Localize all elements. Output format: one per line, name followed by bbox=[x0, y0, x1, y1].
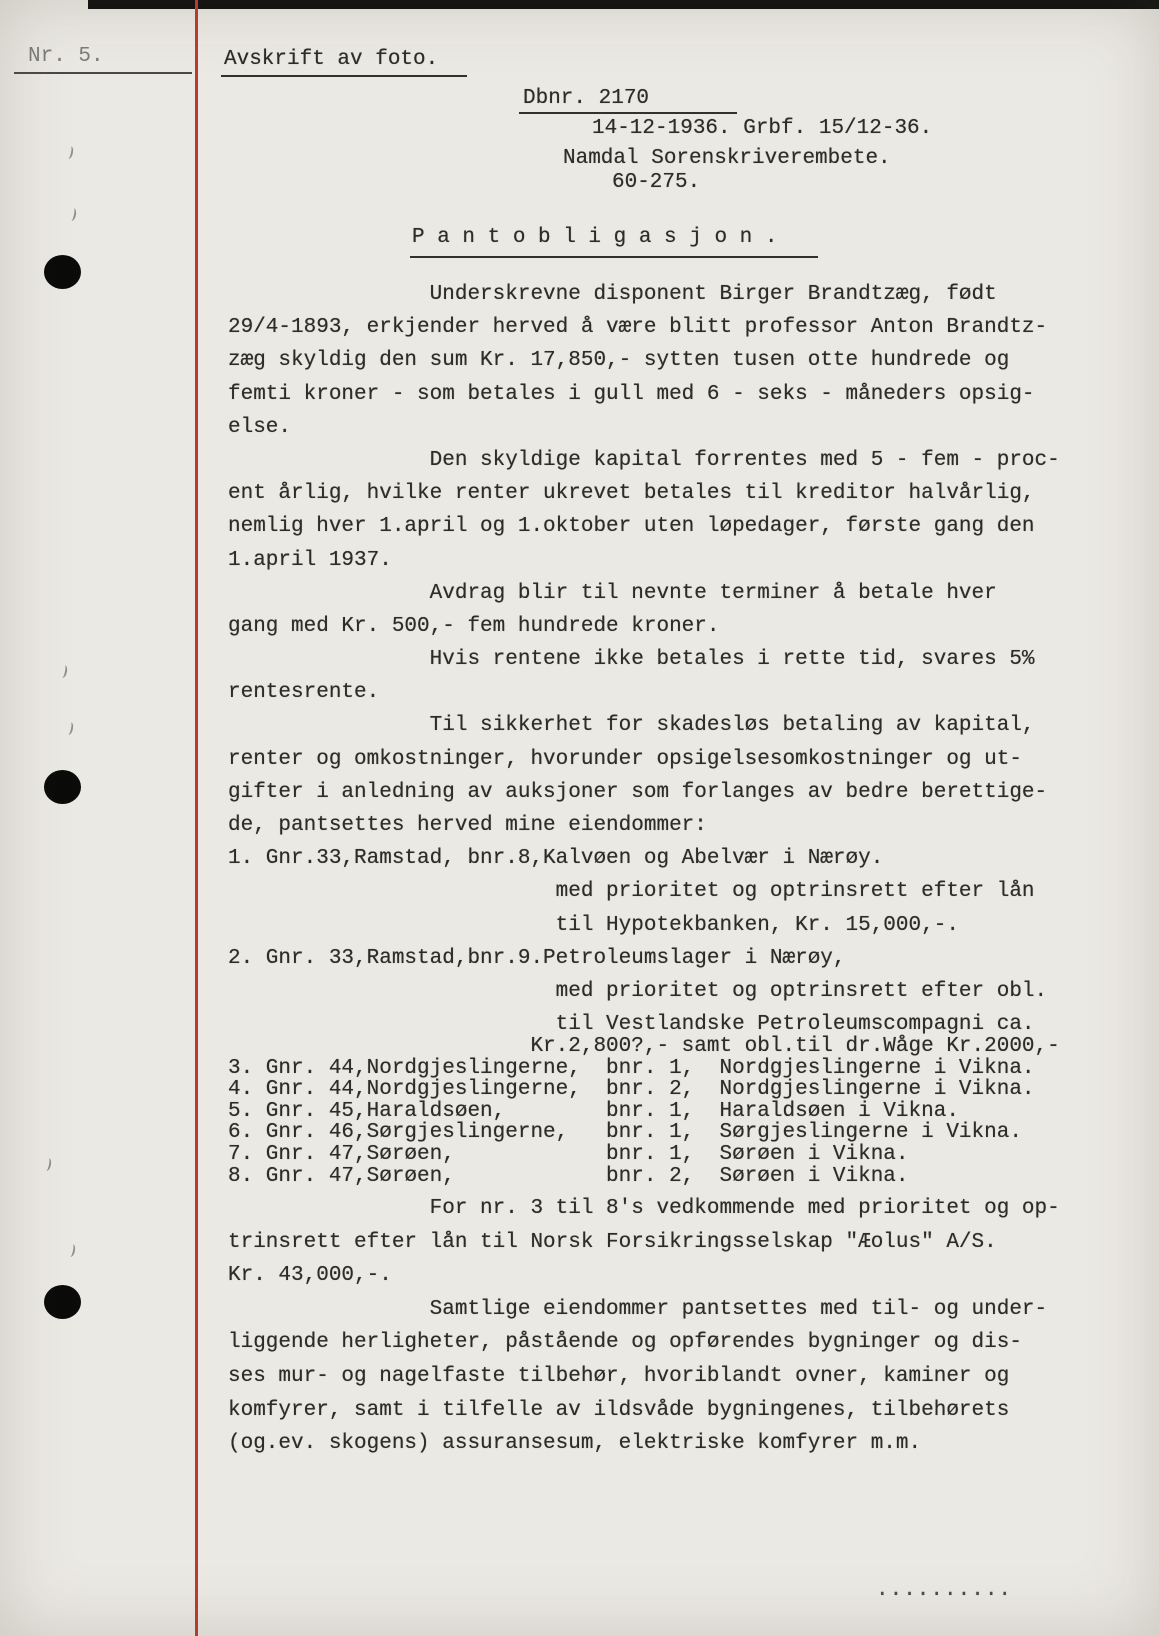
body-line: Samtlige eiendommer pantsettes med til- og under- bbox=[228, 1297, 1048, 1321]
body-line: komfyrer, samt i tilfelle av ildsvåde bygningenes, tilbehørets bbox=[228, 1398, 1010, 1422]
property-item: 6. Gnr. 46,Sørgjeslingerne, bnr. 1, Sørgjeslingerne i Vikna. bbox=[228, 1121, 1022, 1145]
punch-hole bbox=[44, 255, 81, 289]
body-line: gifter i anledning av auksjoner som forlanges av bedre berettige- bbox=[228, 780, 1048, 804]
body-line: til Vestlandske Petroleumscompagni ca. bbox=[228, 1013, 1035, 1037]
body-line: Den skyldige kapital forrentes med 5 - fem - proc- bbox=[228, 448, 1060, 472]
body-line: rentesrente. bbox=[228, 681, 380, 705]
stray-mark bbox=[43, 1157, 53, 1171]
stray-mark bbox=[65, 145, 75, 159]
stray-mark bbox=[65, 721, 75, 735]
body-line: ent årlig, hvilke renter ukrevet betales til kreditor halvårlig, bbox=[228, 482, 1035, 506]
body-line: zæg skyldig den sum Kr. 17,850,- sytten tusen otte hundrede og bbox=[228, 349, 1010, 373]
document-heading: Avskrift av foto. bbox=[224, 48, 439, 71]
body-line: else. bbox=[228, 415, 292, 439]
property-list-block bbox=[228, 1036, 1060, 1187]
body-line: Kr. 43,000,-. bbox=[228, 1264, 392, 1288]
scan-top-edge bbox=[88, 0, 1159, 9]
heading-underline bbox=[221, 75, 467, 77]
footer-dotted-line: .......... bbox=[876, 1579, 1013, 1602]
body-line: For nr. 3 til 8's vedkommende med prioritet og op- bbox=[228, 1197, 1060, 1220]
office-line: Namdal Sorenskriverembete. bbox=[563, 147, 891, 170]
body-line: femti kroner - som betales i gull med 6 - seks - måneders opsig- bbox=[228, 382, 1035, 406]
property-item: 1. Gnr.33,Ramstad, bnr.8,Kalvøen og Abelvær i Nærøy. bbox=[228, 847, 884, 871]
property-item: 7. Gnr. 47,Sørøen, bnr. 1, Sørøen i Vikna. bbox=[228, 1142, 909, 1166]
body-line: Til sikkerhet for skadesløs betaling av kapital, bbox=[228, 714, 1035, 738]
title-underline bbox=[410, 256, 818, 258]
body-line: de, pantsettes herved mine eiendommer: bbox=[228, 814, 707, 837]
document-title: P a n t o b l i g a s j o n . bbox=[412, 226, 778, 249]
reference-line: 60-275. bbox=[612, 171, 701, 194]
property-item: 2. Gnr. 33,Ramstad,bnr.9.Petroleumslager i Nærøy, bbox=[228, 946, 846, 970]
body-line: renter og omkostninger, hvorunder opsigelsesomkostninger og ut- bbox=[228, 747, 1022, 771]
body-line: Avdrag blir til nevnte terminer å betale hver bbox=[228, 581, 997, 605]
doc-number: Dbnr. 2170 bbox=[523, 87, 650, 110]
body-main-block bbox=[228, 278, 1060, 1041]
body-line: gang med Kr. 500,- fem hundrede kroner. bbox=[228, 614, 720, 638]
stray-mark bbox=[67, 1243, 77, 1257]
body-line: liggende herligheter, påstående og opførendes bygninger og dis- bbox=[228, 1331, 1022, 1355]
body-line: 1.april 1937. bbox=[228, 548, 392, 572]
date-line: 14-12-1936. Grbf. 15/12-36. bbox=[592, 117, 933, 140]
punch-hole bbox=[44, 770, 81, 804]
body-line: 29/4-1893, erkjender herved å være blitt professor Anton Brandtz- bbox=[228, 316, 1048, 340]
stray-mark bbox=[59, 664, 69, 678]
property-item: 5. Gnr. 45,Haraldsøen, bnr. 1, Haraldsøen i Vikna. bbox=[228, 1099, 959, 1123]
doc-number-underline bbox=[519, 112, 737, 114]
body-line: ses mur- og nagelfaste tilbehør, hvoriblandt ovner, kaminer og bbox=[228, 1364, 1010, 1388]
property-item: 8. Gnr. 47,Sørøen, bnr. 2, Sørøen i Vikna. bbox=[228, 1164, 909, 1188]
margin-rule-line bbox=[195, 0, 198, 1636]
body-closing-block bbox=[228, 1192, 1060, 1461]
body-line: til Hypotekbanken, Kr. 15,000,-. bbox=[228, 913, 959, 937]
property-item: 3. Gnr. 44,Nordgjeslingerne, bnr. 1, Nordgjeslingerne i Vikna. bbox=[228, 1056, 1035, 1080]
punch-hole bbox=[44, 1285, 81, 1319]
stray-mark bbox=[68, 207, 78, 221]
body-line: Kr.2,800?,- samt obl.til dr.Wåge Kr.2000,- bbox=[228, 1035, 1060, 1058]
body-line: Hvis rentene ikke betales i rette tid, svares 5% bbox=[228, 648, 1035, 672]
body-line: (og.ev. skogens) assuransesum, elektriske komfyrer m.m. bbox=[228, 1432, 922, 1456]
page-number: Nr. 5. bbox=[28, 45, 104, 68]
property-item: 4. Gnr. 44,Nordgjeslingerne, bnr. 2, Nordgjeslingerne i Vikna. bbox=[228, 1078, 1035, 1102]
body-line: med prioritet og optrinsrett efter lån bbox=[228, 880, 1035, 904]
body-line: Underskrevne disponent Birger Brandtzæg, født bbox=[228, 283, 997, 306]
page-number-underline bbox=[14, 72, 192, 74]
body-line: trinsrett efter lån til Norsk Forsikringsselskap "Æolus" A/S. bbox=[228, 1230, 997, 1254]
body-line: med prioritet og optrinsrett efter obl. bbox=[228, 979, 1048, 1003]
body-line: nemlig hver 1.april og 1.oktober uten løpedager, første gang den bbox=[228, 515, 1035, 539]
